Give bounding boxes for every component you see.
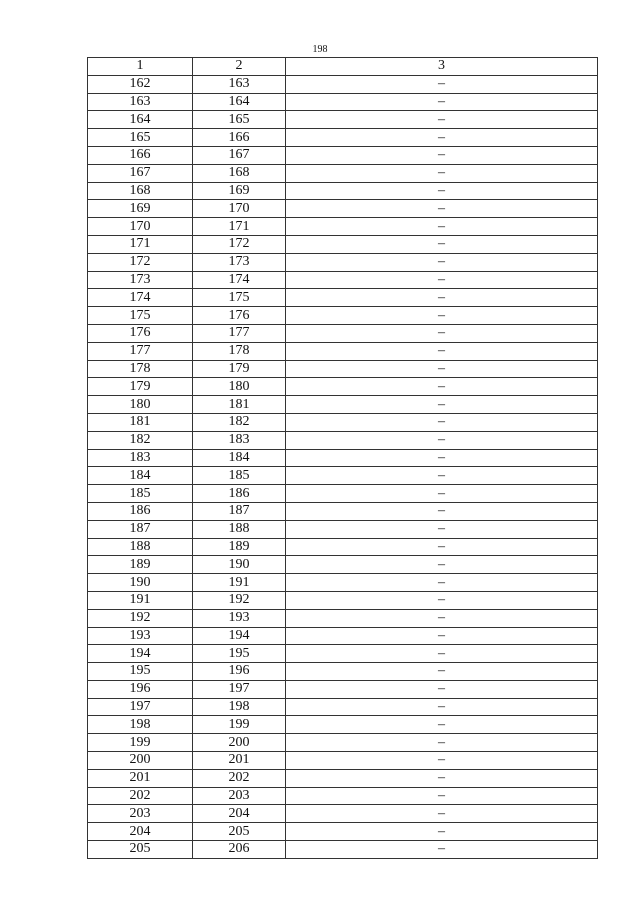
table-cell-col-1: 173 [88, 271, 193, 289]
table-row [88, 449, 598, 467]
table-cell-col-3: – [286, 787, 598, 805]
table-cell-col-2: 170 [193, 200, 286, 218]
table-header-row [88, 58, 598, 76]
table-row [88, 769, 598, 787]
table-cell-col-3: – [286, 253, 598, 271]
table-cell-col-2: 180 [193, 378, 286, 396]
table-cell-col-3: – [286, 734, 598, 752]
table-row [88, 591, 598, 609]
table-row [88, 805, 598, 823]
table-cell-col-3: – [286, 235, 598, 253]
table-cell-col-2: 177 [193, 324, 286, 342]
table-row [88, 431, 598, 449]
table-cell-col-2: 205 [193, 823, 286, 841]
table-cell-col-2: 190 [193, 556, 286, 574]
table-cell-col-2: 196 [193, 663, 286, 681]
table-cell-col-3: – [286, 413, 598, 431]
table-cell-col-2: 189 [193, 538, 286, 556]
table-cell-col-3: – [286, 378, 598, 396]
table-cell-col-1: 199 [88, 734, 193, 752]
table-row [88, 253, 598, 271]
table-row [88, 485, 598, 503]
table-cell-col-1: 203 [88, 805, 193, 823]
table-row [88, 645, 598, 663]
table-cell-col-2: 171 [193, 218, 286, 236]
table-row [88, 467, 598, 485]
table-row [88, 360, 598, 378]
table-row [88, 520, 598, 538]
table-cell-col-1: 162 [88, 75, 193, 93]
table-cell-col-3: – [286, 146, 598, 164]
table-cell-col-2: 184 [193, 449, 286, 467]
table-cell-col-1: 177 [88, 342, 193, 360]
table-cell-col-1: 183 [88, 449, 193, 467]
table-cell-col-3: – [286, 431, 598, 449]
table-cell-col-3: – [286, 574, 598, 592]
table-cell-col-2: 200 [193, 734, 286, 752]
table-cell-col-1: 178 [88, 360, 193, 378]
table-cell-col-3: – [286, 752, 598, 770]
table-cell-col-2: 185 [193, 467, 286, 485]
table-cell-col-3: – [286, 75, 598, 93]
table-cell-col-2: 203 [193, 787, 286, 805]
table-row [88, 324, 598, 342]
table-cell-col-2: 172 [193, 235, 286, 253]
table-cell-col-1: 200 [88, 752, 193, 770]
table-row [88, 841, 598, 859]
table-row [88, 129, 598, 147]
table-row [88, 93, 598, 111]
table-row [88, 716, 598, 734]
table-cell-col-1: 189 [88, 556, 193, 574]
table-row [88, 289, 598, 307]
table-row [88, 396, 598, 414]
table-row [88, 271, 598, 289]
table-cell-col-3: – [286, 769, 598, 787]
table-row [88, 146, 598, 164]
table-row [88, 663, 598, 681]
table-cell-col-2: 191 [193, 574, 286, 592]
table-cell-col-3: – [286, 841, 598, 859]
table-cell-col-1: 164 [88, 111, 193, 129]
table-cell-col-2: 206 [193, 841, 286, 859]
data-table [87, 57, 598, 859]
table-cell-col-2: 165 [193, 111, 286, 129]
table-cell-col-2: 173 [193, 253, 286, 271]
table-cell-col-3: – [286, 307, 598, 325]
table-row [88, 823, 598, 841]
table-cell-col-3: – [286, 342, 598, 360]
table-cell-col-2: 182 [193, 413, 286, 431]
table-cell-col-2: 194 [193, 627, 286, 645]
table-cell-col-1: 187 [88, 520, 193, 538]
table-row [88, 556, 598, 574]
table-cell-col-1: 181 [88, 413, 193, 431]
table-row [88, 627, 598, 645]
column-header-3: 3 [286, 58, 598, 76]
table-cell-col-1: 170 [88, 218, 193, 236]
table-cell-col-1: 191 [88, 591, 193, 609]
table-cell-col-1: 172 [88, 253, 193, 271]
table-cell-col-3: – [286, 805, 598, 823]
table-cell-col-1: 184 [88, 467, 193, 485]
table-cell-col-1: 190 [88, 574, 193, 592]
table-cell-col-3: – [286, 111, 598, 129]
table-row [88, 787, 598, 805]
column-header-2: 2 [193, 58, 286, 76]
table-cell-col-2: 186 [193, 485, 286, 503]
table-row [88, 609, 598, 627]
table-cell-col-1: 193 [88, 627, 193, 645]
table-cell-col-3: – [286, 680, 598, 698]
table-cell-col-3: – [286, 663, 598, 681]
table-cell-col-1: 179 [88, 378, 193, 396]
column-header-1: 1 [88, 58, 193, 76]
table-cell-col-3: – [286, 627, 598, 645]
table-cell-col-1: 195 [88, 663, 193, 681]
table-cell-col-2: 181 [193, 396, 286, 414]
table-cell-col-3: – [286, 93, 598, 111]
table-cell-col-3: – [286, 289, 598, 307]
table-row [88, 502, 598, 520]
table-cell-col-2: 164 [193, 93, 286, 111]
table-row [88, 75, 598, 93]
table-cell-col-1: 168 [88, 182, 193, 200]
table-cell-col-2: 168 [193, 164, 286, 182]
table-cell-col-3: – [286, 129, 598, 147]
table-row [88, 342, 598, 360]
table-cell-col-3: – [286, 164, 598, 182]
table-row [88, 218, 598, 236]
table-row [88, 752, 598, 770]
table-cell-col-2: 183 [193, 431, 286, 449]
table-cell-col-1: 198 [88, 716, 193, 734]
table-cell-col-1: 205 [88, 841, 193, 859]
table-cell-col-2: 199 [193, 716, 286, 734]
table-row [88, 538, 598, 556]
table-cell-col-3: – [286, 538, 598, 556]
table-cell-col-1: 171 [88, 235, 193, 253]
table-cell-col-1: 182 [88, 431, 193, 449]
table-cell-col-1: 201 [88, 769, 193, 787]
table-row [88, 413, 598, 431]
table-cell-col-1: 165 [88, 129, 193, 147]
table-cell-col-3: – [286, 823, 598, 841]
table-cell-col-2: 202 [193, 769, 286, 787]
table-cell-col-2: 204 [193, 805, 286, 823]
table-cell-col-1: 202 [88, 787, 193, 805]
table-cell-col-3: – [286, 502, 598, 520]
table-cell-col-2: 175 [193, 289, 286, 307]
table-cell-col-3: – [286, 716, 598, 734]
table-cell-col-2: 176 [193, 307, 286, 325]
table-cell-col-3: – [286, 360, 598, 378]
table-cell-col-2: 179 [193, 360, 286, 378]
table-cell-col-1: 175 [88, 307, 193, 325]
table-cell-col-3: – [286, 449, 598, 467]
table-cell-col-1: 167 [88, 164, 193, 182]
table-cell-col-1: 176 [88, 324, 193, 342]
table-row [88, 164, 598, 182]
table-cell-col-1: 197 [88, 698, 193, 716]
table-row [88, 182, 598, 200]
table-cell-col-1: 204 [88, 823, 193, 841]
table-cell-col-3: – [286, 467, 598, 485]
table-cell-col-2: 197 [193, 680, 286, 698]
table-cell-col-1: 186 [88, 502, 193, 520]
table-cell-col-3: – [286, 609, 598, 627]
table-cell-col-3: – [286, 645, 598, 663]
table-cell-col-3: – [286, 485, 598, 503]
table-cell-col-1: 166 [88, 146, 193, 164]
table-cell-col-1: 185 [88, 485, 193, 503]
table-cell-col-1: 169 [88, 200, 193, 218]
table-cell-col-3: – [286, 182, 598, 200]
table-cell-col-2: 201 [193, 752, 286, 770]
table-cell-col-2: 193 [193, 609, 286, 627]
table-cell-col-2: 187 [193, 502, 286, 520]
table-cell-col-1: 163 [88, 93, 193, 111]
page-number: 198 [312, 44, 328, 55]
table-row [88, 378, 598, 396]
table-cell-col-2: 198 [193, 698, 286, 716]
table-cell-col-2: 169 [193, 182, 286, 200]
table-cell-col-1: 194 [88, 645, 193, 663]
table-cell-col-2: 195 [193, 645, 286, 663]
table-row [88, 307, 598, 325]
table-cell-col-2: 192 [193, 591, 286, 609]
table-cell-col-1: 196 [88, 680, 193, 698]
table-cell-col-2: 166 [193, 129, 286, 147]
table-cell-col-2: 163 [193, 75, 286, 93]
table-cell-col-3: – [286, 556, 598, 574]
table-cell-col-3: – [286, 200, 598, 218]
table-cell-col-1: 174 [88, 289, 193, 307]
table-row [88, 734, 598, 752]
table-cell-col-2: 178 [193, 342, 286, 360]
table-body [88, 75, 598, 858]
table-row [88, 574, 598, 592]
table-cell-col-1: 192 [88, 609, 193, 627]
table-cell-col-1: 180 [88, 396, 193, 414]
table-row [88, 235, 598, 253]
table-cell-col-2: 188 [193, 520, 286, 538]
table-row [88, 200, 598, 218]
table-cell-col-2: 167 [193, 146, 286, 164]
table-cell-col-3: – [286, 324, 598, 342]
table-cell-col-1: 188 [88, 538, 193, 556]
table-cell-col-3: – [286, 520, 598, 538]
table-row [88, 698, 598, 716]
table-cell-col-3: – [286, 698, 598, 716]
table-cell-col-3: – [286, 218, 598, 236]
table-row [88, 111, 598, 129]
table-cell-col-3: – [286, 396, 598, 414]
table-cell-col-2: 174 [193, 271, 286, 289]
table-cell-col-3: – [286, 271, 598, 289]
table-cell-col-3: – [286, 591, 598, 609]
table-row [88, 680, 598, 698]
